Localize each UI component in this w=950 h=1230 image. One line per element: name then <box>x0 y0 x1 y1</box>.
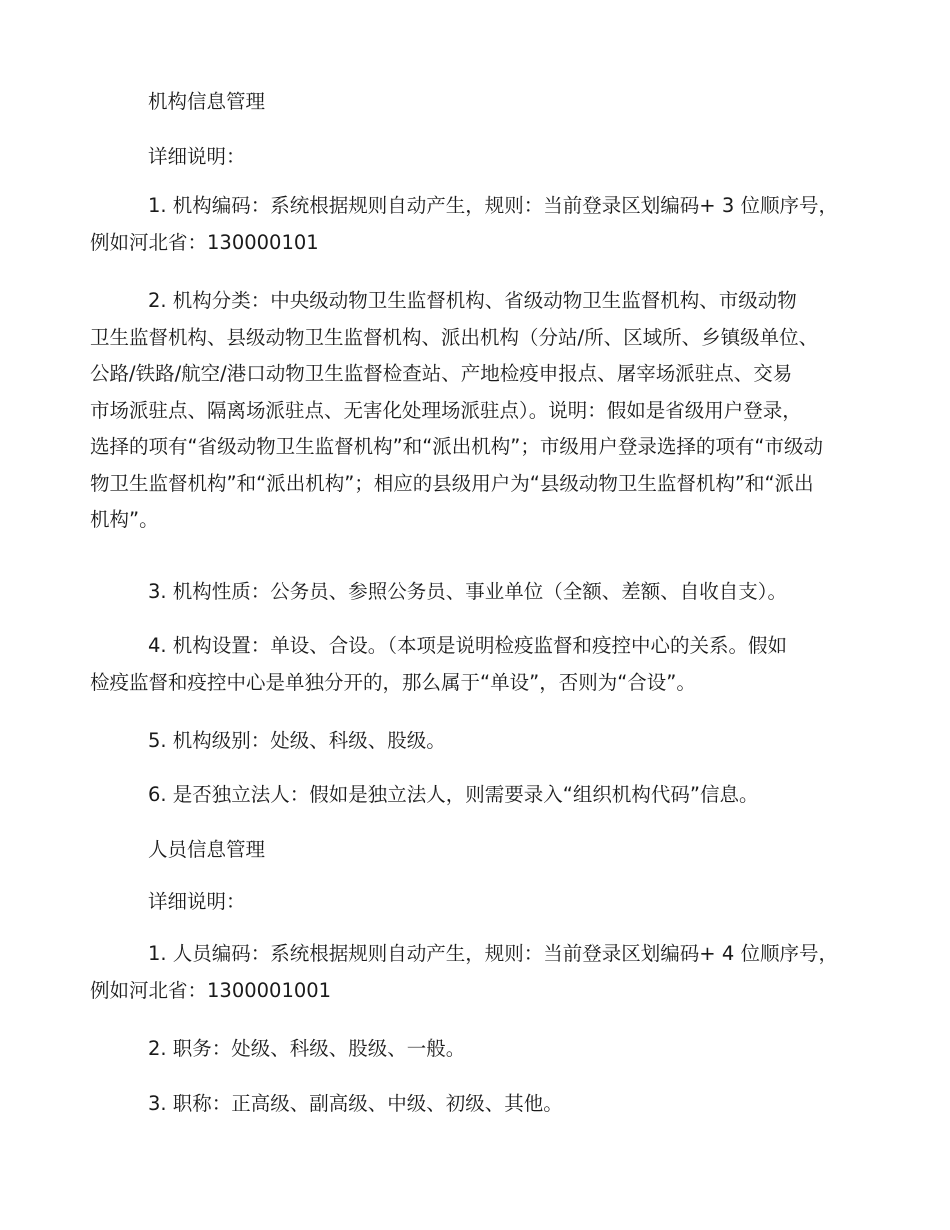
paragraph-legal-person <box>90 777 865 814</box>
text-line: 2. 机构分类：中央级动物卫生监督机构、省级动物卫生监督机构、市级动物 <box>148 289 797 312</box>
text-line: 物卫生监督机构”和“派出机构”；相应的县级用户为“县级动物卫生监督机构”和“派出 <box>90 471 814 495</box>
text-line: 选择的项有“省级动物卫生监督机构”和“派出机构”；市级用户登录选择的项有“市级动 <box>90 435 824 458</box>
paragraph-org-level <box>90 723 865 760</box>
text-line: 2. 职务：处级、科级、股级、一般。 <box>148 1037 466 1060</box>
text-line: 1. 机构编码：系统根据规则自动产生，规则：当前登录区划编码+ 3 位顺序号， <box>148 194 838 217</box>
text-line: 3. 职称：正高级、副高级、中级、初级、其他。 <box>148 1092 563 1115</box>
paragraph-org-setup <box>90 628 865 701</box>
text-line: 检疫监督和疫控中心是单独分开的，那么属于“单设”，否则为“合设”。 <box>90 670 696 694</box>
text-line: 6. 是否独立法人：假如是独立法人，则需要录入“组织机构代码”信息。 <box>148 783 759 806</box>
text-line: 5. 机构级别：处级、科级、股级。 <box>148 729 446 752</box>
detail-label: 详细说明： <box>148 145 246 168</box>
text-line: 卫生监督机构、县级动物卫生监督机构、派出机构（分站/所、区域所、乡镇级单位、 <box>90 325 819 349</box>
text-line: 公路/铁路/航空/港口动物卫生监督检查站、产地检疫申报点、屠宰场派驻点、交易 <box>90 362 793 385</box>
paragraph-staff-title <box>90 1086 865 1123</box>
paragraph-org-category <box>90 283 865 539</box>
text-line: 市场派驻点、隔离场派驻点、无害化处理场派驻点）。说明：假如是省级用户登录， <box>90 398 802 422</box>
paragraph-org-code <box>90 188 865 261</box>
text-line: 4. 机构设置：单设、合设。（本项是说明检疫监督和疫控中心的关系。假如 <box>148 634 788 657</box>
paragraph-staff-code <box>90 936 865 1009</box>
text-line: 3. 机构性质：公务员、参照公务员、事业单位（全额、差额、自收自支）。 <box>148 580 788 603</box>
text-line: 例如河北省：1300001001 <box>90 978 332 1002</box>
section-heading-staff-info: 人员信息管理 <box>148 838 266 861</box>
paragraph-org-nature <box>90 574 865 611</box>
text-line: 1. 人员编码：系统根据规则自动产生，规则：当前登录区划编码+ 4 位顺序号， <box>148 942 838 965</box>
paragraph-staff-duty <box>90 1031 865 1068</box>
detail-label: 详细说明： <box>148 890 246 913</box>
text-line: 机构”。 <box>90 508 159 531</box>
section-heading-org-info: 机构信息管理 <box>148 90 266 113</box>
text-line: 例如河北省：130000101 <box>90 230 319 254</box>
